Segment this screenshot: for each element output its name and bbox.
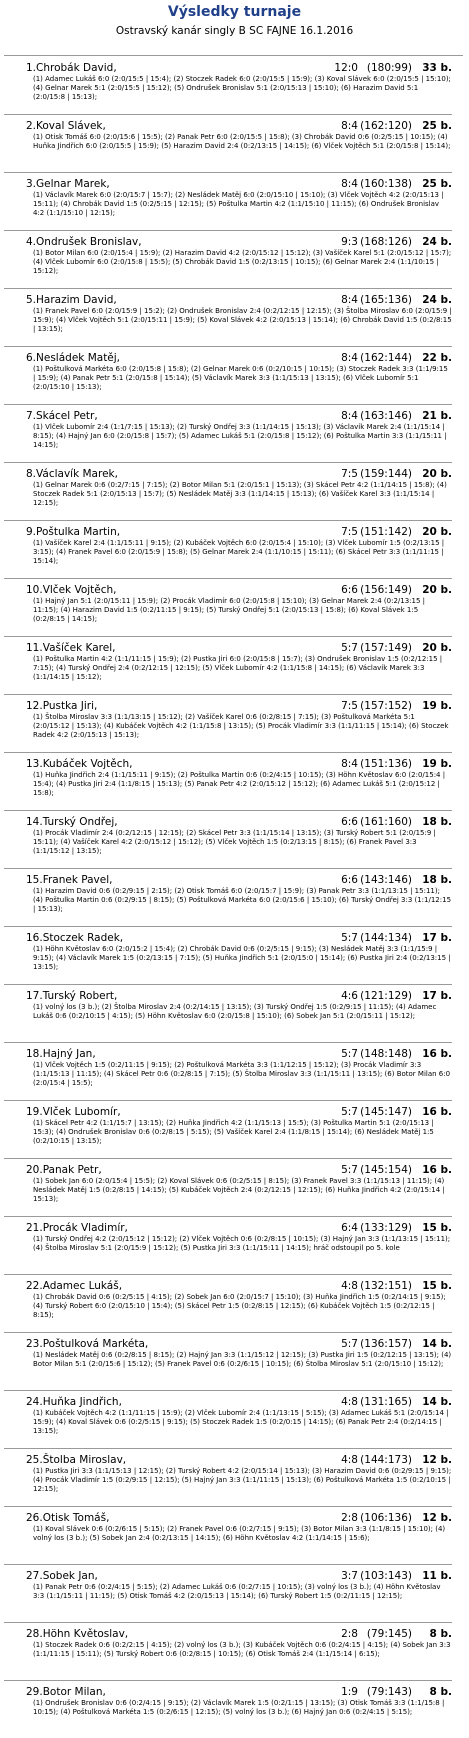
- player-rank-name: 11.Vašíček Karel,: [26, 642, 116, 654]
- player-entry: [26, 1338, 452, 1390]
- player-points: 17 b.: [422, 990, 452, 1002]
- player-games: (1) Botor Milan 6:0 (2:0/15:4 | 15:9); (2) Harazim David 4:2 (2:0/15:12 | 15:12); (3) Vašíček Karel 5:1 (2:0/15:12 | 15:7); (4) Vlček Lubomír 6:0 (2:0/15:8 | 15:5); (5) Chrobák David 1:5 (0:2/13:15 | 10:15); (6) Gelnar Marek 2:4 (1:1/10:15 | 15:12);: [33, 249, 452, 275]
- player-rank-name: 18.Hajný Jan,: [26, 1048, 96, 1060]
- player-games: (1) Koval Slávek 0:6 (0:2/6:15 | 5:15); (2) Franek Pavel 0:6 (0:2/7:15 | 9:15); (3) Botor Milan 3:3 (1:1/8:15 | 15:10); (4) volný los (3 b.); (5) Sobek Jan 2:4 (0:2/13:15 | 14:15); (6) Höhn Květoslav 4:2 (1:1/14:15 | 15:6);: [33, 1525, 446, 1542]
- player-points: 8 b.: [429, 1686, 452, 1698]
- player-points: 8 b.: [429, 1628, 452, 1640]
- player-points: 18 b.: [422, 874, 452, 886]
- player-entry: [26, 1222, 452, 1274]
- player-rank-name: 22.Adamec Lukáš,: [26, 1280, 123, 1292]
- player-points: 20 b.: [422, 642, 452, 654]
- page-title: Výsledky turnaje: [167, 4, 302, 20]
- player-points: 25 b.: [422, 178, 452, 190]
- player-rank-name: 1.Chrobák David,: [26, 62, 117, 74]
- row-divider: [4, 868, 452, 869]
- player-rank-name: 9.Poštulka Martin,: [26, 526, 121, 538]
- player-score: 7:5: [341, 468, 358, 480]
- player-point-diff: (145:154): [360, 1164, 412, 1176]
- player-games: (1) Stoczek Radek 0:6 (0:2/2:15 | 4:15); (2) volný los (3 b.); (3) Kubáček Vojtěch 0:6 (0:2/4:15 | 4:15); (4) Sobek Jan 3:3 (1:1/11:15 | 15:11); (5) Turský Robert 0:6 (0:2/8:15 | 10:15); (6) Otisk Tomáš 2:4 (1:1/15:14 | 6:15);: [33, 1641, 451, 1658]
- player-point-diff: (144:134): [360, 932, 412, 944]
- player-header: [26, 62, 452, 74]
- player-point-diff: (131:165): [360, 1396, 412, 1408]
- player-point-diff: (157:152): [360, 700, 412, 712]
- player-games: (1) Höhn Květoslav 6:0 (2:0/15:2 | 15:4); (2) Chrobák David 0:6 (0:2/5:15 | 9:15); (3) Nesládek Matěj 3:3 (1:1/15:9 | 9:15); (4) Václavík Marek 1:5 (0:2/13:15 | 7:15); (5) Huňka Jindřich 5:1 (2:0/15:0 | 15:14); (6) Pustka Jiri 2:4 (0:2/13:15 | 13:15);: [33, 945, 451, 971]
- player-games: (1) Sobek Jan 6:0 (2:0/15:4 | 15:5); (2) Koval Slávek 0:6 (0:2/5:15 | 8:15); (3) Franek Pavel 3:3 (1:1/15:13 | 11:15); (4) Nesládek Matěj 1:5 (0:2/8:15 | 14:15); (5) Kubáček Vojtěch 2:4 (0:2/12:15 | 12:15); (6) Huňka Jindřich 4:2 (2:0/15:14 | 15:13);: [33, 1177, 445, 1203]
- player-points: 17 b.: [422, 932, 452, 944]
- player-point-diff: (151:136): [360, 758, 412, 770]
- player-score: 8:4: [341, 294, 358, 306]
- player-games: (1) Štolba Miroslav 3:3 (1:1/13:15 | 15:12); (2) Vašíček Karel 0:6 (0:2/8:15 | 7:15); (3) Poštulková Markéta 5:1 (2:0/15:12 | 15:13); (4) Kubáček Vojtěch 4:2 (1:1/15:8 | 13:15); (5) Procák Vladimír 3:3 (1:1/11:15 | 15:14); (6) Stoczek Radek 4:2 (2:0/15:13 | 15:13);: [33, 713, 449, 739]
- player-entry: [26, 62, 452, 114]
- player-points: 12 b.: [422, 1454, 452, 1466]
- player-games: (1) Chrobák David 0:6 (0:2/5:15 | 4:15); (2) Sobek Jan 6:0 (2:0/15:7 | 15:10); (3) Huňka Jindřich 1:5 (0:2/14:15 | 9:15); (4) Turský Robert 6:0 (2:0/15:10 | 15:4); (5) Skácel Petr 1:5 (0:2/8:15 | 12:15); (6) Kubáček Vojtěch 1:5 (0:2/12:15 | 8:15);: [33, 1293, 446, 1319]
- player-header: [26, 1396, 452, 1408]
- row-divider: [4, 230, 452, 231]
- player-games: (1) volný los (3 b.); (2) Štolba Miroslav 2:4 (0:2/14:15 | 13:15); (3) Turský Ondřej 1:5 (0:2/9:15 | 11:15); (4) Adamec Lukáš 0:6 (0:2/10:15 | 4:15); (5) Höhn Květoslav 6:0 (2:0/15:8 | 15:10); (6) Sobek Jan 5:1 (2:0/15:11 | 15:12);: [33, 1003, 437, 1020]
- row-divider: [4, 578, 452, 579]
- player-entry: [26, 1164, 452, 1216]
- row-divider: [4, 1332, 452, 1333]
- player-rank-name: 20.Panak Petr,: [26, 1164, 102, 1176]
- player-games: (1) Hajný Jan 5:1 (2:0/15:11 | 15:9); (2) Procák Vladimír 6:0 (2:0/15:8 | 15:10); (3) Gelnar Marek 2:4 (0:2/13:15 | 11:15); (4) Harazim David 1:5 (0:2/11:15 | 9:15); (5) Turský Ondřej 5:1 (2:0/15:13 | 15:8); (6) Koval Slávek 1:5 (0:2/8:15 | 14:15);: [33, 597, 426, 623]
- player-header: [26, 700, 452, 712]
- player-point-diff: (79:145): [366, 1628, 412, 1640]
- player-header: [26, 990, 452, 1002]
- player-points: 25 b.: [422, 120, 452, 132]
- player-header: [26, 120, 452, 132]
- player-entry: [26, 1396, 452, 1448]
- player-header: [26, 932, 452, 944]
- player-header: [26, 1338, 452, 1350]
- player-points: 15 b.: [422, 1280, 452, 1292]
- player-points: 12 b.: [422, 1512, 452, 1524]
- player-score: 7:5: [341, 700, 358, 712]
- row-divider: [4, 636, 452, 637]
- row-divider: [4, 1390, 452, 1391]
- row-divider: [4, 404, 452, 405]
- player-score: 6:6: [341, 816, 358, 828]
- player-header: [26, 1686, 452, 1698]
- row-divider: [4, 114, 452, 115]
- player-entry: [26, 1570, 452, 1622]
- player-score: 5:7: [341, 932, 358, 944]
- player-point-diff: (143:146): [360, 874, 412, 886]
- player-games: (1) Huňka Jindřich 2:4 (1:1/15:11 | 9:15); (2) Poštulka Martin 0:6 (0:2/4:15 | 10:15); (3) Höhn Květoslav 6:0 (2:0/15:4 | 15:4); (4) Pustka Jiri 2:4 (1:1/8:15 | 15:13); (5) Panak Petr 4:2 (2:0/15:12 | 15:12); (6) Adamec Lukáš 5:1 (2:0/15:12 | 15:8);: [33, 771, 446, 797]
- player-point-diff: (145:147): [360, 1106, 412, 1118]
- player-header: [26, 1280, 452, 1292]
- player-header: [26, 410, 452, 422]
- player-points: 16 b.: [422, 1106, 452, 1118]
- player-score: 4:8: [341, 1454, 358, 1466]
- player-point-diff: (151:142): [360, 526, 412, 538]
- player-points: 16 b.: [422, 1164, 452, 1176]
- player-rank-name: 24.Huňka Jindřich,: [26, 1396, 122, 1408]
- player-score: 12:0: [334, 62, 358, 74]
- player-point-diff: (136:157): [360, 1338, 412, 1350]
- player-score: 6:4: [341, 1222, 358, 1234]
- player-entry: [26, 352, 452, 404]
- player-rank-name: 26.Otisk Tomáš,: [26, 1512, 110, 1524]
- player-header: [26, 1570, 452, 1582]
- player-games: (1) Pustka Jiri 3:3 (1:1/15:13 | 12:15); (2) Turský Robert 4:2 (2:0/15:14 | 15:13); (3) Harazim David 0:6 (0:2/9:15 | 9:15); (4) Procák Vladimír 1:5 (0:2/9:15 | 12:15); (5) Hajný Jan 3:3 (1:1/11:15 | 15:13); (6) Poštulková Markéta 1:5 (0:2/10:15 | 12:15);: [33, 1467, 452, 1493]
- player-score: 8:4: [341, 758, 358, 770]
- player-games: (1) Nesládek Matěj 0:6 (0:2/8:15 | 8:15); (2) Hajný Jan 3:3 (1:1/15:12 | 12:15); (3) Pustka Jiri 1:5 (0:2/12:15 | 13:15); (4) Botor Milan 5:1 (2:0/15:6 | 15:12); (5) Franek Pavel 0:6 (0:2/6:15 | 10:15); (6) Štolba Miroslav 5:1 (2:0/15:10 | 15:12);: [33, 1351, 452, 1368]
- player-points: 33 b.: [422, 62, 452, 74]
- player-points: 19 b.: [422, 700, 452, 712]
- player-entry: [26, 178, 452, 230]
- player-score: 3:7: [341, 1570, 358, 1582]
- player-rank-name: 25.Štolba Miroslav,: [26, 1454, 127, 1466]
- row-divider: [4, 1680, 452, 1681]
- player-score: 6:6: [341, 874, 358, 886]
- player-entry: [26, 700, 452, 752]
- row-divider: [4, 1506, 452, 1507]
- player-score: 4:8: [341, 1396, 358, 1408]
- player-score: 8:4: [341, 410, 358, 422]
- player-entry: [26, 468, 452, 520]
- player-points: 19 b.: [422, 758, 452, 770]
- player-score: 9:3: [341, 236, 358, 248]
- player-point-diff: (106:136): [360, 1512, 412, 1524]
- row-divider: [4, 1042, 452, 1043]
- player-rank-name: 14.Turský Ondřej,: [26, 816, 118, 828]
- row-divider: [4, 1448, 452, 1449]
- player-header: [26, 642, 452, 654]
- player-games: (1) Franek Pavel 6:0 (2:0/15:9 | 15:2); (2) Ondrušek Bronislav 2:4 (0:2/12:15 | 12:15); (3) Štolba Miroslav 6:0 (2:0/15:9 | 15:9); (4) Vlček Vojtěch 5:1 (2:0/15:11 | 15:9); (5) Koval Slávek 4:2 (2:0/15:13 | 15:14); (6) Chrobák David 1:5 (0:2/8:15 | 13:15);: [33, 307, 452, 333]
- player-header: [26, 352, 452, 364]
- player-score: 2:8: [341, 1628, 358, 1640]
- row-divider: [4, 926, 452, 927]
- player-entry: [26, 236, 452, 288]
- player-points: 18 b.: [422, 816, 452, 828]
- player-games: (1) Vlček Vojtěch 1:5 (0:2/11:15 | 9:15); (2) Poštulková Markéta 3:3 (1:1/12:15 | 15:12); (3) Procák Vladimír 3:3 (1:1/15:13 | 11:15); (4) Skácel Petr 0:6 (0:2/8:15 | 7:15); (5) Štolba Miroslav 3:3 (1:1/15:11 | 13:15); (6) Botor Milan 6:0 (2:0/15:4 | 15:5);: [33, 1061, 451, 1087]
- player-point-diff: (157:149): [360, 642, 412, 654]
- player-point-diff: (165:136): [360, 294, 412, 306]
- player-entry: [26, 816, 452, 868]
- player-entry: [26, 1628, 452, 1680]
- row-divider: [4, 346, 452, 347]
- player-point-diff: (132:151): [360, 1280, 412, 1292]
- player-entry: [26, 1686, 452, 1738]
- player-rank-name: 29.Botor Milan,: [26, 1686, 106, 1698]
- player-games: (1) Panak Petr 0:6 (0:2/4:15 | 5:15); (2) Adamec Lukáš 0:6 (0:2/7:15 | 10:15); (3) volný los (3 b.); (4) Höhn Květoslav 3:3 (1:1/15:11 | 11:15); (5) Otisk Tomáš 4:2 (2:0/15:13 | 15:14); (6) Turský Robert 1:5 (0:2/11:15 | 12:15);: [33, 1583, 441, 1600]
- player-points: 20 b.: [422, 584, 452, 596]
- player-points: 20 b.: [422, 526, 452, 538]
- player-point-diff: (156:149): [360, 584, 412, 596]
- results-page: [0, 4, 469, 1738]
- player-header: [26, 816, 452, 828]
- player-header: [26, 236, 452, 248]
- player-point-diff: (162:144): [360, 352, 412, 364]
- player-points: 16 b.: [422, 1048, 452, 1060]
- row-divider: [4, 694, 452, 695]
- row-divider: [4, 1564, 452, 1565]
- player-points: 24 b.: [422, 294, 452, 306]
- player-point-diff: (121:129): [360, 990, 412, 1002]
- player-point-diff: (180:99): [366, 62, 412, 74]
- player-rank-name: 8.Václavík Marek,: [26, 468, 118, 480]
- player-rank-name: 13.Kubáček Vojtěch,: [26, 758, 133, 770]
- player-score: 4:8: [341, 1280, 358, 1292]
- player-rank-name: 17.Turský Robert,: [26, 990, 118, 1002]
- player-games: (1) Poštulka Martin 4:2 (1:1/11:15 | 15:9); (2) Pustka Jiri 6:0 (2:0/15:8 | 15:7); (3) Ondrušek Bronislav 1:5 (0:2/12:15 | 7:15); (4) Turský Ondřej 2:4 (0:2/12:15 | 12:15); (5) Vlček Lubomír 4:2 (1:1/15:8 | 14:15); (6) Václavík Marek 3:3 (1:1/14:15 | 15:12);: [33, 655, 443, 681]
- player-entry: [26, 584, 452, 636]
- row-divider: [4, 288, 452, 289]
- row-divider: [4, 1622, 452, 1623]
- player-rank-name: 6.Nesládek Matěj,: [26, 352, 121, 364]
- player-header: [26, 1222, 452, 1234]
- player-rank-name: 28.Höhn Květoslav,: [26, 1628, 129, 1640]
- player-points: 20 b.: [422, 468, 452, 480]
- player-point-diff: (159:144): [360, 468, 412, 480]
- player-score: 5:7: [341, 642, 358, 654]
- player-games: (1) Skácel Petr 4:2 (1:1/15:7 | 13:15); (2) Huňka Jindřich 4:2 (1:1/15:13 | 15:5); (3) Poštulka Martin 5:1 (2:0/15:13 | 15:3); (4) Ondrušek Bronislav 0:6 (0:2/8:15 | 5:15); (5) Vašíček Karel 2:4 (1:1/8:15 | 15:14); (6) Nesládek Matěj 1:5 (0:2/10:15 | 13:15);: [33, 1119, 434, 1145]
- player-header: [26, 1512, 452, 1524]
- top-divider: [4, 55, 463, 56]
- player-score: 5:7: [341, 1164, 358, 1176]
- player-rank-name: 5.Harazim David,: [26, 294, 117, 306]
- player-games: (1) Turský Ondřej 4:2 (2:0/15:12 | 15:12); (2) Vlček Vojtěch 0:6 (0:2/8:15 | 10:15); (3) Hajný Jan 3:3 (1:1/13:15 | 15:11); (4) Štolba Miroslav 5:1 (2:0/15:9 | 15:12); (5) Pustka Jiri 3:3 (1:1/15:11 | 14:15); hráč odstoupil po 5. kole: [33, 1235, 451, 1252]
- player-rank-name: 27.Sobek Jan,: [26, 1570, 98, 1582]
- player-entry: [26, 1454, 452, 1506]
- player-rank-name: 16.Stoczek Radek,: [26, 932, 124, 944]
- row-divider: [4, 462, 452, 463]
- player-entry: [26, 410, 452, 462]
- player-point-diff: (162:120): [360, 120, 412, 132]
- player-point-diff: (160:138): [360, 178, 412, 190]
- player-rank-name: 15.Franek Pavel,: [26, 874, 113, 886]
- player-games: (1) Poštulková Markéta 6:0 (2:0/15:8 | 15:8); (2) Gelnar Marek 0:6 (0:2/10:15 | 10:15); (3) Stoczek Radek 3:3 (1:1/9:15 | 15:9); (4) Panak Petr 5:1 (2:0/15:8 | 15:14); (5) Václavík Marek 3:3 (1:1/15:13 | 13:15); (6) Vlček Lubomír 5:1 (2:0/15:10 | 15:13);: [33, 365, 448, 391]
- player-entry: [26, 874, 452, 926]
- row-divider: [4, 1216, 452, 1217]
- row-divider: [4, 810, 452, 811]
- player-score: 5:7: [341, 1106, 358, 1118]
- player-games: (1) Václavík Marek 6:0 (2:0/15:7 | 15:7); (2) Nesládek Matěj 6:0 (2:0/15:10 | 15:10); (3) Vlček Vojtěch 4:2 (2:0/15:13 | 15:11); (4) Chrobák David 1:5 (0:2/5:15 | 12:15); (5) Poštulka Martin 4:2 (1:1/15:10 | 11:15); (6) Ondrušek Bronislav 4:2 (1:1/15:10 | 12:15);: [33, 191, 444, 217]
- player-entry: [26, 1512, 452, 1564]
- player-entry: [26, 294, 452, 346]
- player-rank-name: 3.Gelnar Marek,: [26, 178, 110, 190]
- player-score: 8:4: [341, 120, 358, 132]
- player-points: 15 b.: [422, 1222, 452, 1234]
- player-header: [26, 1628, 452, 1640]
- player-points: 22 b.: [422, 352, 452, 364]
- tournament-subtitle: Ostravský kanár singly B SC FAJNE 16.1.2016: [115, 25, 354, 37]
- player-score: 7:5: [341, 526, 358, 538]
- player-point-diff: (103:143): [360, 1570, 412, 1582]
- player-score: 6:6: [341, 584, 358, 596]
- player-score: 5:7: [341, 1048, 358, 1060]
- player-score: 8:4: [341, 352, 358, 364]
- player-games: (1) Otisk Tomáš 6:0 (2:0/15:6 | 15:5); (2) Panak Petr 6:0 (2:0/15:5 | 15:8); (3) Chrobák David 0:6 (0:2/5:15 | 10:15); (4) Huňka Jindřich 6:0 (2:0/15:5 | 15:9); (5) Harazim David 2:4 (0:2/13:15 | 14:15); (6) Vlček Vojtěch 5:1 (2:0/15:8 | 15:14);: [33, 133, 451, 150]
- player-score: 2:8: [341, 1512, 358, 1524]
- player-points: 14 b.: [422, 1396, 452, 1408]
- player-point-diff: (79:143): [366, 1686, 412, 1698]
- player-games: (1) Adamec Lukáš 6:0 (2:0/15:5 | 15:4); (2) Stoczek Radek 6:0 (2:0/15:5 | 15:9); (3) Koval Slávek 6:0 (2:0/15:5 | 15:10); (4) Gelnar Marek 5:1 (2:0/15:5 | 15:12); (5) Ondrušek Bronislav 5:1 (2:0/15:13 | 15:10); (6) Harazim David 5:1 (2:0/15:8 | 15:13);: [33, 75, 451, 101]
- player-entry: [26, 642, 452, 694]
- player-header: [26, 1454, 452, 1466]
- player-entry: [26, 932, 452, 984]
- player-point-diff: (144:173): [360, 1454, 412, 1466]
- player-entry: [26, 1048, 452, 1100]
- player-games: (1) Vašíček Karel 2:4 (1:1/15:11 | 9:15); (2) Kubáček Vojtěch 6:0 (2:0/15:4 | 15:10); (3) Vlček Lubomír 1:5 (0:2/13:15 | 3:15); (4) Franek Pavel 6:0 (2:0/15:9 | 15:8); (5) Gelnar Marek 2:4 (1:1/10:15 | 15:11); (6) Skácel Petr 3:3 (1:1/11:15 | 15:14);: [33, 539, 445, 565]
- player-entry: [26, 758, 452, 810]
- player-rank-name: 7.Skácel Petr,: [26, 410, 98, 422]
- player-games: (1) Ondrušek Bronislav 0:6 (0:2/4:15 | 9:15); (2) Václavík Marek 1:5 (0:2/1:15 | 13:15); (3) Otisk Tomáš 3:3 (1:1/15:8 | 10:15); (4) Poštulková Markéta 1:5 (0:2/6:15 | 12:15); (5) volný los (3 b.); (6) Hajný Jan 0:6 (0:2/4:15 | 5:15);: [33, 1699, 445, 1716]
- player-header: [26, 584, 452, 596]
- player-header: [26, 526, 452, 538]
- player-rank-name: 23.Poštulková Markéta,: [26, 1338, 149, 1350]
- player-score: 1:9: [341, 1686, 358, 1698]
- player-games: (1) Procák Vladimír 2:4 (0:2/12:15 | 12:15); (2) Skácel Petr 3:3 (1:1/15:14 | 13:15); (3) Turský Robert 5:1 (2:0/15:9 | 15:11); (4) Vašíček Karel 4:2 (2:0/15:12 | 15:12); (5) Vlček Vojtěch 1:5 (0:2/13:15 | 8:15); (6) Franek Pavel 3:3 (1:1/15:12 | 13:15);: [33, 829, 436, 855]
- player-header: [26, 1106, 452, 1118]
- row-divider: [4, 520, 452, 521]
- player-games: (1) Harazim David 0:6 (0:2/9:15 | 2:15); (2) Otisk Tomáš 6:0 (2:0/15:7 | 15:9); (3) Panak Petr 3:3 (1:1/13:15 | 15:11); (4) Poštulka Martin 0:6 (0:2/9:15 | 8:15); (5) Poštulková Markéta 6:0 (2:0/15:6 | 15:10); (6) Turský Ondřej 3:3 (1:1/12:15 | 15:13);: [33, 887, 452, 913]
- player-point-diff: (133:129): [360, 1222, 412, 1234]
- player-points: 21 b.: [422, 410, 452, 422]
- player-header: [26, 468, 452, 480]
- player-score: 4:6: [341, 990, 358, 1002]
- player-header: [26, 1048, 452, 1060]
- player-rank-name: 4.Ondrušek Bronislav,: [26, 236, 142, 248]
- player-rank-name: 19.Vlček Lubomír,: [26, 1106, 121, 1118]
- player-points: 24 b.: [422, 236, 452, 248]
- player-rank-name: 21.Procák Vladimír,: [26, 1222, 128, 1234]
- player-header: [26, 874, 452, 886]
- player-games: (1) Vlček Lubomír 2:4 (1:1/7:15 | 15:13); (2) Turský Ondřej 3:3 (1:1/14:15 | 15:13); (3) Václavík Marek 2:4 (1:1/15:14 | 8:15); (4) Hajný Jan 6:0 (2:0/15:8 | 15:7); (5) Adamec Lukáš 5:1 (2:0/15:8 | 15:12); (6) Poštulka Martin 3:3 (1:1/15:11 | 14:15);: [33, 423, 447, 449]
- row-divider: [4, 1274, 452, 1275]
- player-header: [26, 178, 452, 190]
- player-rank-name: 12.Pustka Jiri,: [26, 700, 98, 712]
- player-points: 14 b.: [422, 1338, 452, 1350]
- row-divider: [4, 984, 452, 985]
- player-header: [26, 1164, 452, 1176]
- player-score: 8:4: [341, 178, 358, 190]
- player-list: [0, 62, 452, 1738]
- player-point-diff: (161:160): [360, 816, 412, 828]
- player-entry: [26, 1106, 452, 1158]
- player-point-diff: (148:148): [360, 1048, 412, 1060]
- player-entry: [26, 990, 452, 1042]
- player-rank-name: 10.Vlček Vojtěch,: [26, 584, 117, 596]
- player-header: [26, 758, 452, 770]
- player-rank-name: 2.Koval Slávek,: [26, 120, 106, 132]
- player-games: (1) Gelnar Marek 0:6 (0:2/7:15 | 7:15); (2) Botor Milan 5:1 (2:0/15:1 | 15:13); (3) Skácel Petr 4:2 (1:1/14:15 | 15:8); (4) Stoczek Radek 5:1 (2:0/15:13 | 15:7); (5) Nesládek Matěj 3:3 (1:1/14:15 | 15:13); (6) Vašíček Karel 3:3 (1:1/15:14 | 12:15);: [33, 481, 447, 507]
- row-divider: [4, 1158, 452, 1159]
- player-entry: [26, 526, 452, 578]
- row-divider: [4, 752, 452, 753]
- player-point-diff: (163:146): [360, 410, 412, 422]
- player-point-diff: (168:126): [360, 236, 412, 248]
- row-divider: [4, 172, 452, 173]
- player-points: 11 b.: [422, 1570, 452, 1582]
- player-games: (1) Kubáček Vojtěch 4:2 (1:1/11:15 | 15:9); (2) Vlček Lubomír 2:4 (1:1/13:15 | 5:15); (3) Adamec Lukáš 5:1 (2:0/15:14 | 15:9); (4) Koval Slávek 0:6 (0:2/5:15 | 9:15); (5) Stoczek Radek 1:5 (0:2/0:15 | 14:15); (6) Panak Petr 2:4 (0:2/14:15 | 13:15);: [33, 1409, 449, 1435]
- player-score: 5:7: [341, 1338, 358, 1350]
- player-entry: [26, 120, 452, 172]
- player-header: [26, 294, 452, 306]
- row-divider: [4, 1100, 452, 1101]
- player-entry: [26, 1280, 452, 1332]
